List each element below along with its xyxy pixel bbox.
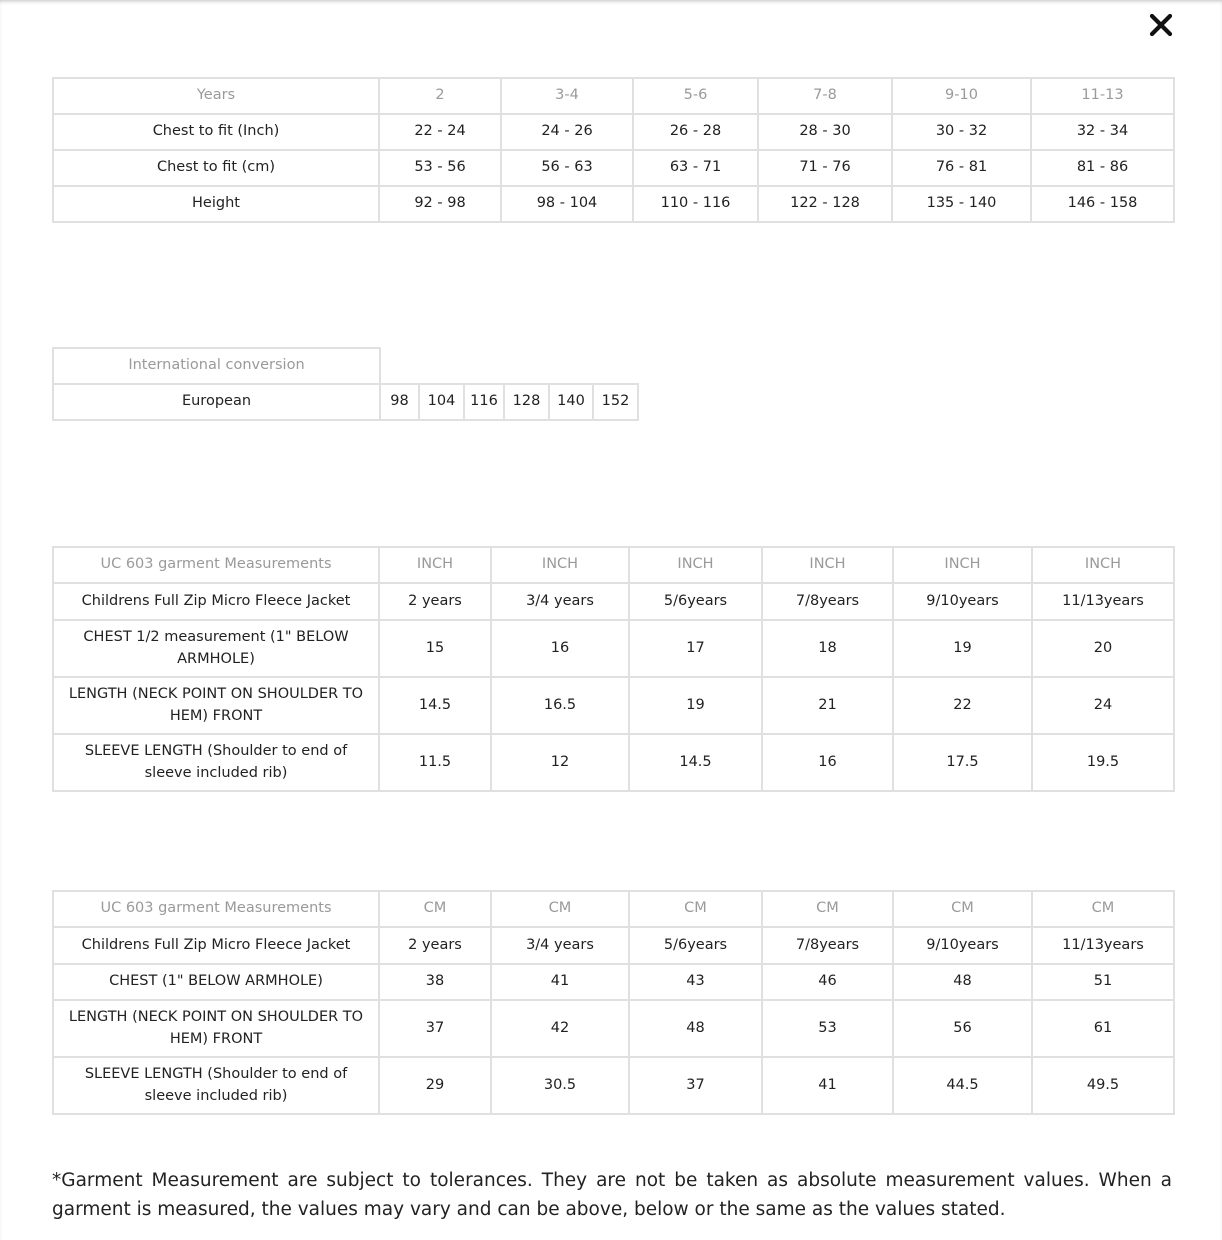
table-cell: 122 - 128 <box>758 186 892 222</box>
header-cell: 11-13 <box>1031 78 1174 114</box>
table-cell: 116 <box>464 384 504 420</box>
table-cell: 110 - 116 <box>633 186 758 222</box>
table-row <box>53 1057 1174 1114</box>
header-cell: 3-4 <box>501 78 633 114</box>
header-cell: INCH <box>379 547 491 583</box>
header-cell: INCH <box>491 547 629 583</box>
table-row <box>53 964 1174 1000</box>
row-label: SLEEVE LENGTH (Shoulder to end of sleeve included rib) <box>53 1057 379 1114</box>
table-cell: 28 - 30 <box>758 114 892 150</box>
table-cell: 11.5 <box>379 734 491 791</box>
table-cell: 32 - 34 <box>1031 114 1174 150</box>
table-cell: 146 - 158 <box>1031 186 1174 222</box>
header-cell: 9-10 <box>892 78 1031 114</box>
header-cell: UC 603 garment Measurements <box>53 547 379 583</box>
table-cell: 19 <box>893 620 1032 677</box>
table-cell: 7/8years <box>762 927 893 964</box>
row-label: European <box>53 384 380 420</box>
header-cell: INCH <box>762 547 893 583</box>
table-cell: 19 <box>629 677 762 734</box>
table-cell: 14.5 <box>379 677 491 734</box>
table-row <box>53 620 1174 677</box>
row-label: CHEST 1/2 measurement (1" BELOW ARMHOLE) <box>53 620 379 677</box>
table-cell: 63 - 71 <box>633 150 758 186</box>
table-cell: 2 years <box>379 583 491 620</box>
row-label: Childrens Full Zip Micro Fleece Jacket <box>53 927 379 964</box>
table-cell: 46 <box>762 964 893 1000</box>
table-cell: 98 - 104 <box>501 186 633 222</box>
table-row <box>53 384 638 420</box>
table-cell: 140 <box>549 384 593 420</box>
table-cell: 11/13years <box>1032 583 1174 620</box>
header-cell: CM <box>762 891 893 927</box>
table-cell: 14.5 <box>629 734 762 791</box>
table-cell: 9/10years <box>893 583 1032 620</box>
age-size-table <box>52 77 1175 223</box>
table-cell: 2 years <box>379 927 491 964</box>
table-cell: 11/13years <box>1032 927 1174 964</box>
table-cell: 24 <box>1032 677 1174 734</box>
table-cell: 37 <box>379 1000 491 1057</box>
table-row <box>53 114 1174 150</box>
header-cell: INCH <box>1032 547 1174 583</box>
table-cell: 17 <box>629 620 762 677</box>
table-cell: 38 <box>379 964 491 1000</box>
table-row <box>53 734 1174 791</box>
table-header-row <box>53 348 638 384</box>
header-cell: CM <box>1032 891 1174 927</box>
table-cell: 53 - 56 <box>379 150 501 186</box>
tolerance-note: *Garment Measurement are subject to tolerances. They are not be taken as absolute measurement values. When a garment is measured, the values may vary and can be above, below or the same as the values stated. <box>52 1170 1172 1220</box>
table-cell: 18 <box>762 620 893 677</box>
table-cell: 29 <box>379 1057 491 1114</box>
table-cell: 48 <box>893 964 1032 1000</box>
row-label: LENGTH (NECK POINT ON SHOULDER TO HEM) FRONT <box>53 677 379 734</box>
table-cell: 22 <box>893 677 1032 734</box>
table-header-row <box>53 891 1174 927</box>
table-cell: 71 - 76 <box>758 150 892 186</box>
inch-measurements-table <box>52 546 1175 792</box>
header-cell: International conversion <box>53 348 380 384</box>
table-cell: 3/4 years <box>491 927 629 964</box>
table-cell: 16 <box>762 734 893 791</box>
table-cell: 30 - 32 <box>892 114 1031 150</box>
table-cell: 20 <box>1032 620 1174 677</box>
row-label: Chest to fit (cm) <box>53 150 379 186</box>
table-row <box>53 927 1174 964</box>
table-cell: 44.5 <box>893 1057 1032 1114</box>
table-header-row <box>53 547 1174 583</box>
table-cell: 53 <box>762 1000 893 1057</box>
row-label: LENGTH (NECK POINT ON SHOULDER TO HEM) FRONT <box>53 1000 379 1057</box>
close-icon <box>1148 12 1174 38</box>
table-cell: 19.5 <box>1032 734 1174 791</box>
header-cell: Years <box>53 78 379 114</box>
table-cell: 9/10years <box>893 927 1032 964</box>
header-cell: INCH <box>629 547 762 583</box>
table-cell: 30.5 <box>491 1057 629 1114</box>
table-cell: 49.5 <box>1032 1057 1174 1114</box>
header-cell: 7-8 <box>758 78 892 114</box>
table-cell: 5/6years <box>629 927 762 964</box>
table-cell: 48 <box>629 1000 762 1057</box>
empty-cell <box>380 348 638 384</box>
table-cell: 92 - 98 <box>379 186 501 222</box>
header-cell: CM <box>629 891 762 927</box>
table-row <box>53 186 1174 222</box>
table-cell: 22 - 24 <box>379 114 501 150</box>
table-cell: 76 - 81 <box>892 150 1031 186</box>
table-cell: 56 <box>893 1000 1032 1057</box>
table-cell: 98 <box>380 384 419 420</box>
table-cell: 41 <box>491 964 629 1000</box>
table-cell: 5/6years <box>629 583 762 620</box>
table-cell: 21 <box>762 677 893 734</box>
table-header-row <box>53 78 1174 114</box>
table-cell: 43 <box>629 964 762 1000</box>
table-cell: 26 - 28 <box>633 114 758 150</box>
table-cell: 15 <box>379 620 491 677</box>
table-cell: 7/8years <box>762 583 893 620</box>
row-label: Chest to fit (Inch) <box>53 114 379 150</box>
row-label: Childrens Full Zip Micro Fleece Jacket <box>53 583 379 620</box>
table-cell: 16 <box>491 620 629 677</box>
header-cell: INCH <box>893 547 1032 583</box>
conversion-table <box>52 347 639 421</box>
table-cell: 41 <box>762 1057 893 1114</box>
header-cell: CM <box>491 891 629 927</box>
table-row <box>53 583 1174 620</box>
row-label: Height <box>53 186 379 222</box>
table-cell: 51 <box>1032 964 1174 1000</box>
table-cell: 37 <box>629 1057 762 1114</box>
table-row <box>53 150 1174 186</box>
table-cell: 12 <box>491 734 629 791</box>
table-cell: 24 - 26 <box>501 114 633 150</box>
table-cell: 135 - 140 <box>892 186 1031 222</box>
header-cell: UC 603 garment Measurements <box>53 891 379 927</box>
header-cell: CM <box>893 891 1032 927</box>
cm-measurements-table <box>52 890 1175 1115</box>
header-cell: 5-6 <box>633 78 758 114</box>
table-row <box>53 677 1174 734</box>
table-cell: 61 <box>1032 1000 1174 1057</box>
header-cell: CM <box>379 891 491 927</box>
table-cell: 104 <box>419 384 464 420</box>
row-label: CHEST (1" BELOW ARMHOLE) <box>53 964 379 1000</box>
table-cell: 16.5 <box>491 677 629 734</box>
header-cell: 2 <box>379 78 501 114</box>
table-cell: 128 <box>504 384 549 420</box>
close-button[interactable] <box>1144 8 1178 42</box>
table-cell: 42 <box>491 1000 629 1057</box>
table-cell: 81 - 86 <box>1031 150 1174 186</box>
table-cell: 56 - 63 <box>501 150 633 186</box>
row-label: SLEEVE LENGTH (Shoulder to end of sleeve included rib) <box>53 734 379 791</box>
table-cell: 152 <box>593 384 638 420</box>
table-cell: 17.5 <box>893 734 1032 791</box>
table-row <box>53 1000 1174 1057</box>
table-cell: 3/4 years <box>491 583 629 620</box>
